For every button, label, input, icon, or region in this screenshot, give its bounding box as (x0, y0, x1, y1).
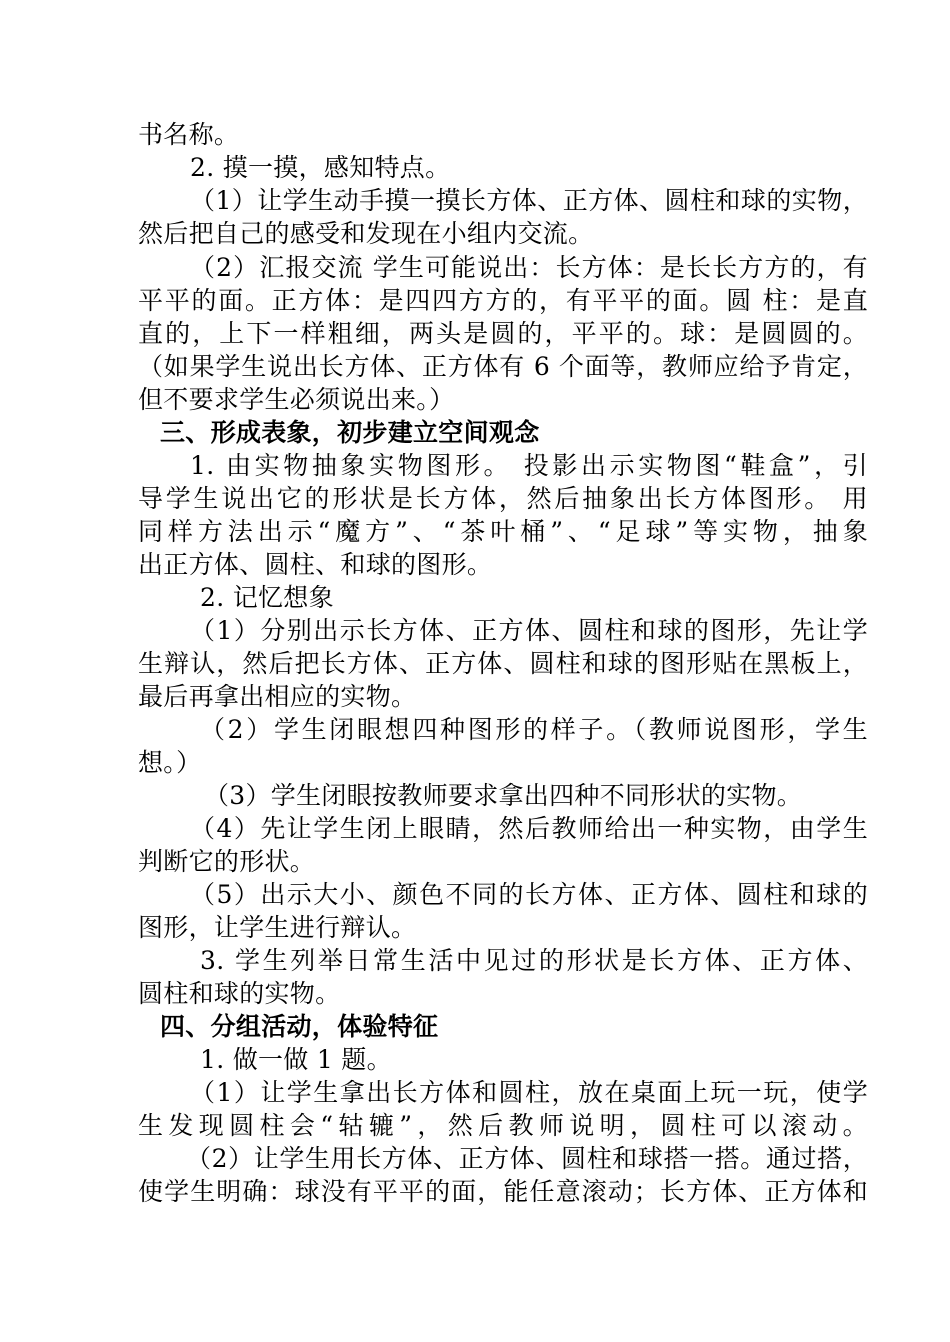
text-line: （1）分别出示长方体、正方体、圆柱和球的图形，先让学 (190, 616, 868, 645)
text-line: 生发现圆柱会“轱辘”，然后教师说明，圆柱可以滚动。 (138, 1111, 868, 1140)
section-heading: 三、形成表象，初步建立空间观念 (160, 418, 540, 447)
text-line: （1）让学生动手摸一摸长方体、正方体、圆柱和球的实物， (190, 186, 868, 215)
text-line: 导学生说出它的形状是长方体，然后抽象出长方体图形。 用 (138, 484, 868, 513)
text-line: （2）学生闭眼想四种图形的样子。（教师说图形，学生 (200, 715, 868, 744)
text-line: 图形，让学生进行辩认。 (138, 913, 417, 942)
text-line: 圆柱和球的实物。 (138, 979, 341, 1008)
text-line: （1）让学生拿出长方体和圆柱，放在桌面上玩一玩，使学 (190, 1078, 868, 1107)
text-line: 3. 学生列举日常生活中见过的形状是长方体、正方体、 (200, 946, 868, 975)
text-line: 但不要求学生必须说出来。） (138, 385, 455, 414)
text-line: 直的，上下一样粗细，两头是圆的，平平的。球：是圆圆的。 (138, 319, 868, 348)
text-line: 2. 摸一摸，感知特点。 (190, 153, 451, 182)
text-line: 出正方体、圆柱、和球的图形。 (138, 550, 493, 579)
text-line: （如果学生说出长方体、正方体有 6 个面等，教师应给予肯定， (138, 352, 868, 381)
text-line: （3）学生闭眼按教师要求拿出四种不同形状的实物。 (204, 781, 803, 810)
text-line: 使学生明确：球没有平平的面，能任意滚动；长方体、正方体和 (138, 1177, 868, 1206)
text-line: （2）汇报交流 学生可能说出：长方体：是长长方方的，有 (190, 253, 868, 282)
section-heading: 四、分组活动，体验特征 (160, 1012, 439, 1041)
text-line: 2. 记忆想象 (200, 583, 334, 612)
text-line: （2）让学生用长方体、正方体、圆柱和球搭一搭。通过搭， (186, 1144, 868, 1173)
text-line: （4）先让学生闭上眼睛，然后教师给出一种实物，由学生 (190, 814, 868, 843)
text-line: 生辩认，然后把长方体、正方体、圆柱和球的图形贴在黑板上， (138, 649, 868, 678)
text-line: 然后把自己的感受和发现在小组内交流。 (138, 219, 594, 248)
text-line: 想。） (138, 748, 202, 777)
text-line: 判断它的形状。 (138, 847, 316, 876)
text-line: 同样方法出示“魔方”、“茶叶桶”、“足球”等实物，抽象 (138, 517, 868, 546)
text-line: 平平的面。正方体：是四四方方的，有平平的面。圆 柱：是直 (138, 286, 868, 315)
text-line: 最后再拿出相应的实物。 (138, 682, 417, 711)
text-line: 1. 由实物抽象实物图形。 投影出示实物图“鞋盒”，引 (190, 451, 868, 480)
text-line: （5）出示大小、颜色不同的长方体、正方体、圆柱和球的 (190, 880, 868, 909)
text-line: 书名称。 (138, 120, 240, 149)
text-line: 1. 做一做 1 题。 (200, 1045, 392, 1074)
